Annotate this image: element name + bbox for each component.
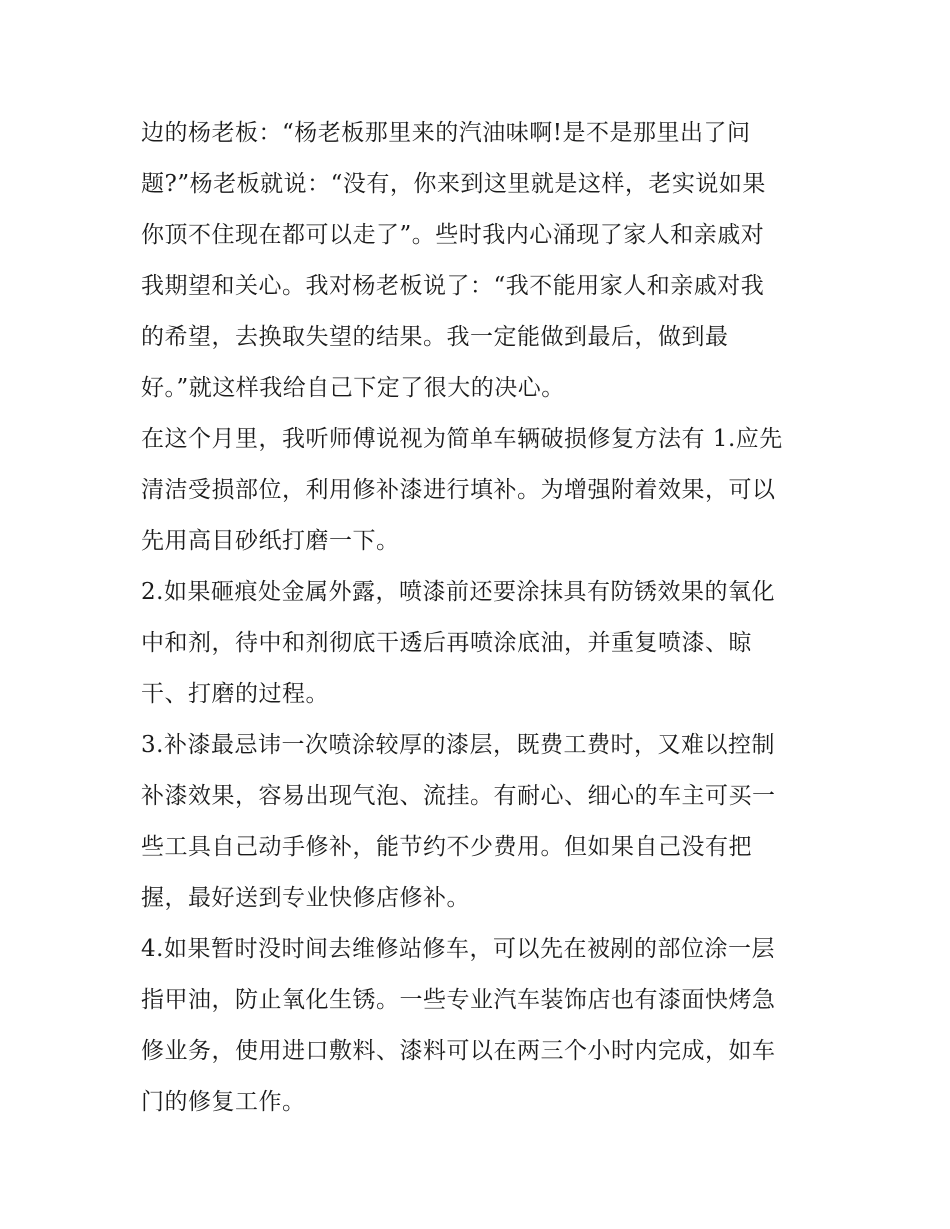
text-line: 补漆效果，容易出现气泡、流挂。有耐心、细心的车主可买一 [141, 783, 776, 809]
text-line: 中和剂，待中和剂彻底干透后再喷涂底油，并重复喷漆、晾 [141, 630, 752, 656]
text-line: 2.如果砸痕处金属外露，喷漆前还要涂抹具有防锈效果的氧化 [141, 579, 775, 605]
text-line: 先用高目砂纸打磨一下。 [141, 528, 400, 554]
text-line: 边的杨老板：“杨老板那里来的汽油味啊!是不是那里出了问 [141, 120, 751, 146]
text-line: 我期望和关心。我对杨老板说了：“我不能用家人和亲戚对我 [141, 273, 765, 299]
text-line: 好。”就这样我给自己下定了很大的决心。 [141, 375, 565, 401]
text-line: 你顶不住现在都可以走了”。些时我内心涌现了家人和亲戚对 [141, 222, 765, 248]
body-text [141, 108, 821, 1128]
text-line: 3.补漆最忌讳一次喷涂较厚的漆层，既费工费时，又难以控制 [141, 732, 775, 758]
text-line: 清洁受损部位，利用修补漆进行填补。为增强附着效果，可以 [141, 477, 776, 503]
text-line: 题?”杨老板就说：“没有，你来到这里就是这样，老实说如果 [141, 171, 766, 197]
text-line: 握，最好送到专业快修店修补。 [141, 885, 470, 911]
text-line: 的希望，去换取失望的结果。我一定能做到最后，做到最 [141, 324, 729, 350]
text-line: 门的修复工作。 [141, 1089, 306, 1115]
text-line: 4.如果暂时没时间去维修站修车，可以先在被剐的部位涂一层 [141, 936, 775, 962]
text-line: 修业务，使用进口敷料、漆料可以在两三个小时内完成，如车 [141, 1038, 776, 1064]
text-line: 在这个月里，我听师傅说视为简单车辆破损修复方法有 1.应先 [141, 426, 783, 452]
text-line: 干、打磨的过程。 [141, 681, 329, 707]
text-line: 指甲油，防止氧化生锈。一些专业汽车装饰店也有漆面快烤急 [141, 987, 776, 1013]
text-line: 些工具自己动手修补，能节约不少费用。但如果自己没有把 [141, 834, 752, 860]
